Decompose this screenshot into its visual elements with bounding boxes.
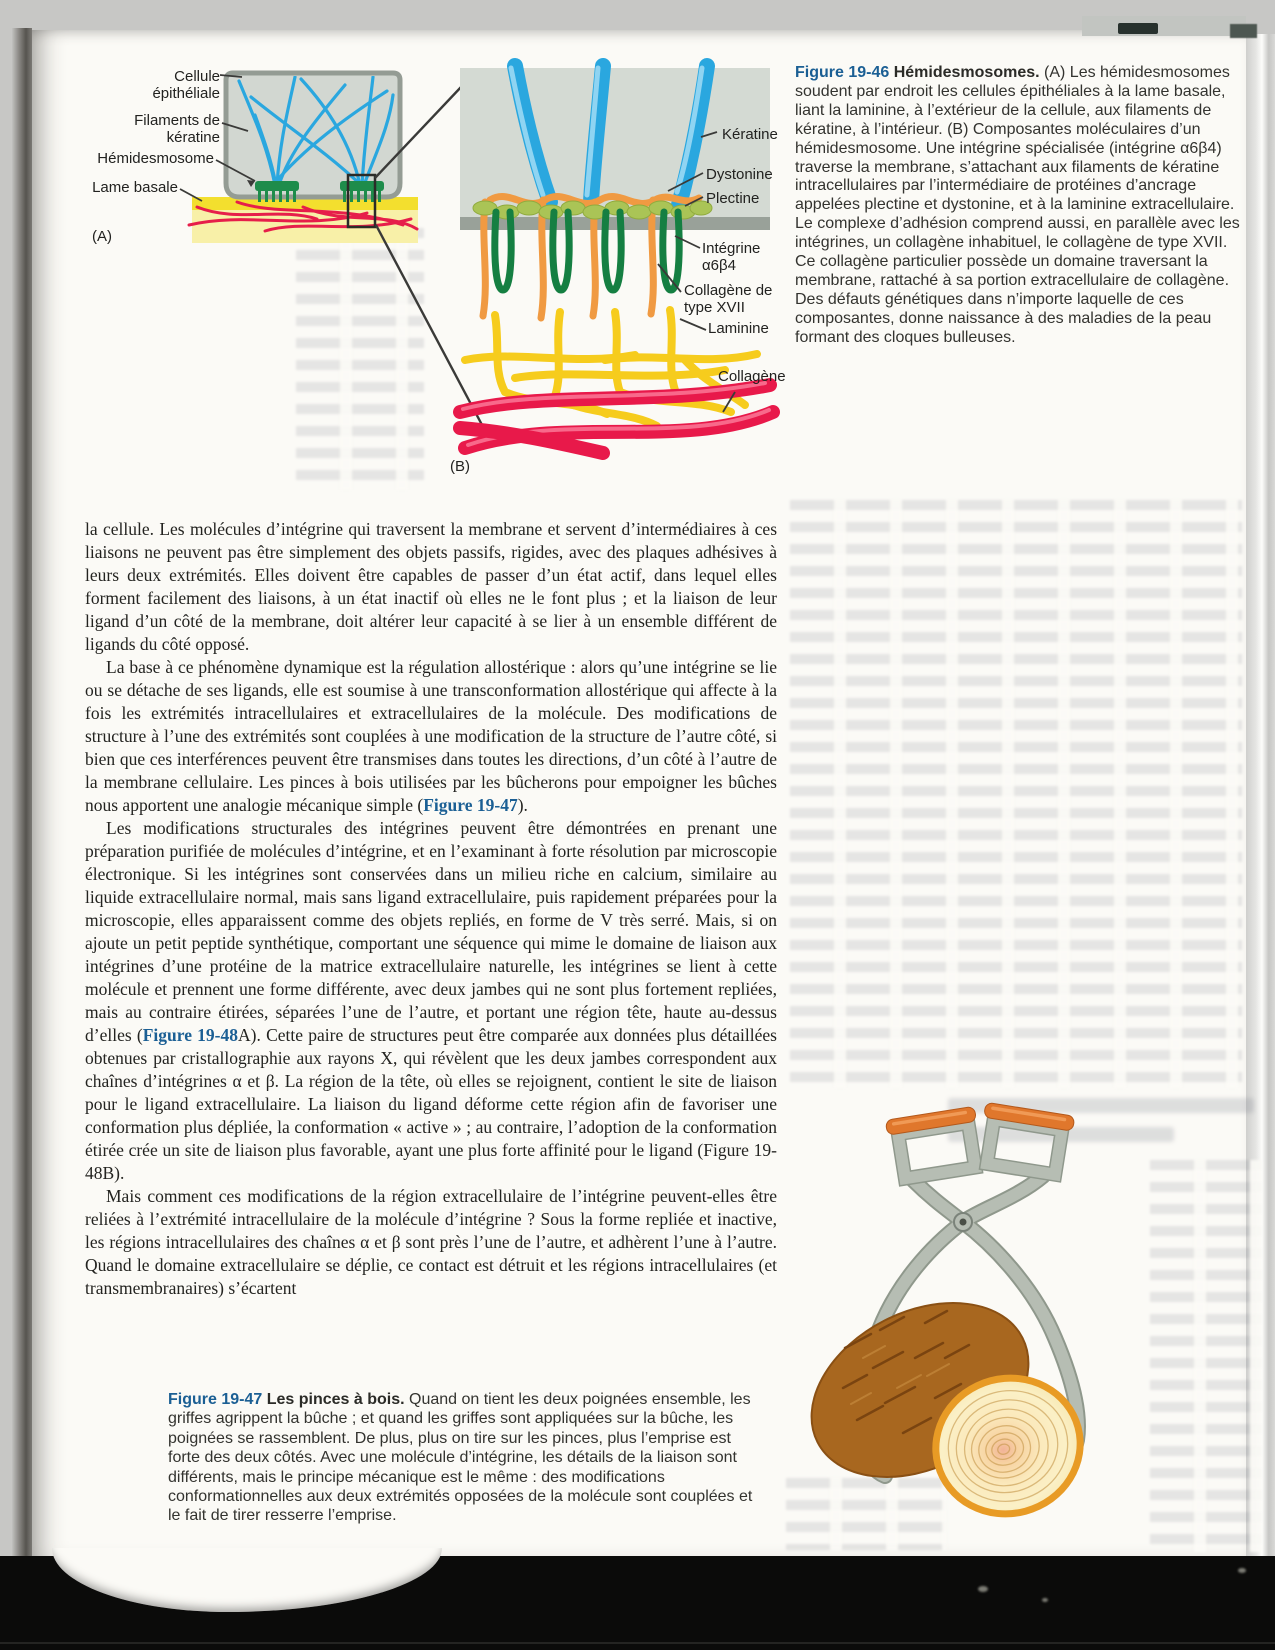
scan-top-strip: [1082, 16, 1246, 36]
label-integrin: Intégrine α6β4: [702, 240, 761, 274]
figure-19-47-reference: Figure 19-47: [423, 795, 518, 815]
paragraph-2: La base à ce phénomène dynamique est la régulation allostérique : alors qu’une intégrine se lie ou se détache de ses ligands, elle est soumise à une transconformation allostérique qui affecte à la fois les extrémités intracellulaires et extracellulaires de la molécule. Des modifications de structure à l’une des extrémités sont couplées à une modification de la structure de l’autre côté, si bien que ces interférences peuvent être transmises dans toutes les directions, d’un côté à l’autre de la membrane cellulaire. Les pinces à bois utilisées par les bûcherons pour empoigner les bûches nous apportent une analogie mécanique simple (Figure 19-47).: [85, 657, 777, 815]
book-spine-shadow: [12, 28, 32, 1556]
figure-19-47-caption: [168, 1390, 756, 1526]
panel-a-tag: (A): [92, 228, 112, 245]
figure-19-46-number: Figure 19-46: [795, 64, 890, 81]
label-collagen-xvii: Collagène de type XVII: [684, 282, 773, 316]
label-collagen: Collagène: [718, 368, 786, 385]
label-laminin: Laminine: [708, 320, 769, 337]
log-tongs-illustration: [785, 1058, 1145, 1550]
figure-19-47-number: Figure 19-47: [168, 1391, 263, 1408]
main-text-column: [85, 518, 777, 1300]
paragraph-1: la cellule. Les molécules d’intégrine qui traversent la membrane et servent d’intermédiaires à ces liaisons ne peuvent pas être simplement des objets passifs, rigides, avec des plaques adhésives à leurs deux extrémités. Elles doivent être capables de passer d’un état actif, dans lequel elles forment facilement des liaisons, à un état inactif où elles ne le font plus ; et la liaison de leur ligand d’un côté de la membrane, doit altérer leur capacité à se lier à un ensemble différent de ligands du côté opposé.: [85, 519, 777, 654]
label-hemidesmosome: Hémidesmosome: [97, 150, 214, 167]
dust-speck: [978, 1586, 988, 1592]
tong-pivot: [954, 1213, 972, 1231]
label-keratin-filaments: Filaments de kératine: [134, 112, 220, 146]
scan-corner-smudge: [1230, 24, 1257, 38]
label-plectine: Plectine: [706, 190, 760, 207]
scan-bottom-line: [0, 1642, 1275, 1644]
label-dystonine: Dystonine: [706, 166, 773, 183]
panel-b-tag: (B): [450, 458, 470, 475]
log: [782, 1268, 1100, 1534]
label-keratin: Kératine: [722, 126, 778, 143]
tong-handle-right: [975, 1102, 1074, 1182]
paragraph-4: Mais comment ces modifications de la région extracellulaire de l’intégrine peuvent-elles être reliées à l’extrémité intracellulaire de la molécule d’intégrine ? Sous la forme repliée et inactive, les régions intracellulaires des chaînes α et β sont près l’une de l’autre, et adhèrent l’une à l’autre. Quand le domaine extracellulaire se déplie, ce contact est détruit et les régions intracellulaires (et transmembranaires) s’écartent: [85, 1186, 777, 1298]
tong-handle-left: [885, 1106, 984, 1186]
dust-speck: [1042, 1598, 1048, 1602]
figure-19-46-text: (A) Les hémidesmosomes soudent par endroit les cellules épithéliales à la lame basale, liant la laminine, à l’extérieur de la cellule, aux filaments de kératine, à l’intérieur. (B) Composantes moléculaires d’un hémidesmosome. Une intégrine spécialisée (intégrine α6β4) traverse la membrane, s’attachant aux filaments de kératine intracellulaires par l’intermédiaire de protéines d’ancrage appelées plectine et dystonine, et à la laminine extracellulaire. Le complexe d’adhésion comprend aussi, en parallèle avec les intégrines, un collagène inhabituel, le collagène de type XVII. Ce collagène particulier possède un domaine traversant la membrane, rattaché à sa portion extracellulaire de collagène. Des défauts génétiques dans n’importe laquelle de ces composantes, donne naissance à des maladies de la peau formant des cloques bulleuses.: [795, 64, 1240, 346]
figure-19-48-reference: Figure 19-48: [142, 1025, 239, 1045]
figure-19-47-title: Les pinces à bois.: [266, 1391, 405, 1408]
bleed-through-right-lower: [1150, 1160, 1262, 1552]
label-basal-lamina: Lame basale: [92, 179, 178, 196]
bleed-through-right-column: [790, 500, 1242, 1088]
figure-19-47-text: Quand on tient les deux poignées ensemble, les griffes agrippent la bûche ; et quand les griffes sont appliquées sur la bûche, les poignées se rassemblent. De plus, plus on tire sur les pinces, plus l’emprise est forte des deux côtés. Avec une molécule d’intégrine, les détails de la liaison sont différents, mais le principe mécanique est le même : des modifications conformationnelles aux deux extrémités opposées de la molécule sont couplées et le fait de tirer resserre l’emprise.: [168, 1391, 753, 1525]
figure-19-46-caption: [795, 64, 1247, 348]
scan-corner-mark: [1118, 23, 1158, 34]
paragraph-3: Les modifications structurales des intégrines peuvent être démontrées en prenant une préparation purifiée de molécules d’intégrine, et en l’examinant à forte résolution par microscopie électronique. Si les intégrines sont conservées dans un milieu riche en calcium, similaire au liquide extracellulaire normal, mais sans ligand extracellulaire, puis rapidement préparées pour la microscopie, elles apparaissent comme des objets repliés, en forme de V très serré. Mais, si on ajoute un petit peptide synthétique, comportant une séquence qui mime le domaine de liaison aux intégrines d’une protéine de la matrice extracellulaire naturelle, les intégrines se lient à cette molécule et prennent une forme différente, avec deux jambes qui ne sont plus fortement repliées, mais au contraire étirées, séparées l’une de l’autre, et portant une région tête, haute au-dessus d’elles (Figure 19-48A). Cette paire de structures peut être comparée aux données plus détaillées obtenues par cristallographie aux rayons X, qui révèlent que les deux jambes correspondent aux chaînes d’intégrines α et β. La région de la tête, où elles se rejoignent, contient le site de liaison pour le ligand extracellulaire. La liaison du ligand déforme cette région afin de favoriser une conformation plus dépliée, la conformation « active » ; au contraire, l’adoption de la conformation étirée crée un site de liaison plus favorable, ayant une plus forte affinité pour le ligand (Figure 19-48B).: [85, 818, 777, 1183]
dust-speck: [1238, 1568, 1246, 1573]
figure-19-46-title: Hémidesmosomes.: [893, 64, 1040, 81]
label-epithelial-cell: Cellule épithéliale: [152, 68, 220, 102]
